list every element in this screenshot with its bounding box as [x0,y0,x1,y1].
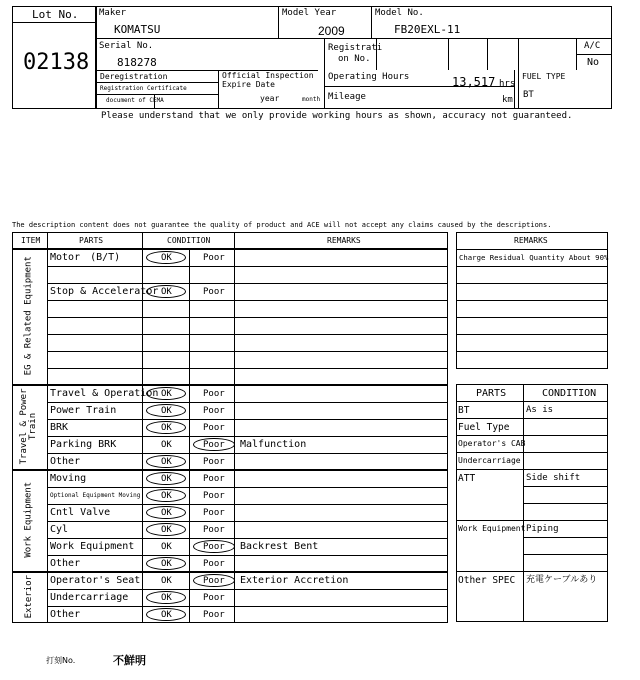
part-name: Operator's Seat [50,575,141,586]
part-name: Cyl [50,524,69,535]
poor-option[interactable]: Poor [203,610,225,620]
ac-label: A/C [584,41,601,51]
right-part-name: Fuel Type [458,422,510,433]
ok-selected-circle [146,523,186,536]
part-name: Optional Equipment Moving [50,492,141,499]
model-year-label: Model Year [282,8,337,18]
poor-option[interactable]: Poor [203,406,225,416]
table-row [47,368,448,385]
model-year-value: 2009 [318,24,345,38]
ok-option[interactable]: OK [161,576,172,586]
remark-text: Exterior Accretion [240,575,349,586]
operating-hours-label: Operating Hours [328,72,410,82]
serial-label: Serial No. [99,41,154,51]
part-name: Parking BRK [50,439,117,450]
remark-text: Backrest Bent [240,541,319,552]
year-label: year [260,94,280,103]
part-name: Other [50,558,81,569]
part-name: BRK [50,422,69,433]
table-row [47,419,448,436]
poor-option[interactable]: Poor [203,593,225,603]
fuel-type-value: BT [523,90,534,100]
table-row [47,521,448,538]
header-parts: PARTS [79,236,104,245]
ok-selected-circle [146,455,186,468]
right-part-name: Work Equipment [458,524,526,533]
ok-selected-circle [146,506,186,519]
part-name: Motor (B/T) [50,252,121,263]
right-part-name: Operator's CAB [458,439,526,448]
right-parts-header: PARTS [476,388,507,399]
ok-selected-circle [146,591,186,604]
part-name: Undercarriage [50,592,129,603]
table-row [47,555,448,572]
poor-option[interactable]: Poor [203,423,225,433]
right-remarks-table [456,232,608,369]
ok-option[interactable]: OK [161,423,172,433]
registration-label-1: Registrati [328,43,383,53]
disclaimer-text: The description content does not guarantee the quality of product and ACE will not accept any claims caused by the descriptions. [12,221,552,229]
table-row [47,606,448,623]
official-insp-label-2: Expire Date [222,80,275,89]
part-name: Stop & Accelerator [50,286,159,297]
ok-option[interactable]: OK [161,389,172,399]
ok-option[interactable]: OK [161,525,172,535]
right-part-condition: Side shift [526,473,581,483]
ok-option[interactable]: OK [161,474,172,484]
poor-selected-circle [193,540,235,553]
poor-option[interactable]: Poor [203,253,225,263]
header-condition: CONDITION [167,236,211,245]
ok-option[interactable]: OK [161,593,172,603]
part-name: Moving [50,473,87,484]
maker-label: Maker [99,8,127,18]
ok-option[interactable]: OK [161,287,172,297]
ok-selected-circle [146,489,186,502]
lot-label: Lot No. [32,8,79,21]
stamp-value: 不鮮明 [113,654,146,667]
right-remark-row: Charge Residual Quantity About 90% [459,253,609,262]
ok-selected-circle [146,608,186,621]
section-label: EG & Related Equipment [23,256,34,376]
right-part-condition: 充電ケーブルあり [526,575,598,585]
part-name: Travel & Operation [50,388,159,399]
remark-text: Malfunction [240,439,307,450]
right-part-name: BT [458,405,470,416]
ok-option[interactable]: OK [161,508,172,518]
ok-option[interactable]: OK [161,559,172,569]
section-label: Work Equipment [23,481,34,558]
table-row [47,300,448,317]
ok-option[interactable]: OK [161,457,172,467]
model-no-value: FB20EXL-11 [394,23,461,36]
km-label: km [502,95,513,105]
right-part-name: ATT [458,473,476,484]
mileage-label: Mileage [328,92,366,102]
table-row [47,351,448,368]
part-name: Other [50,609,81,620]
poor-option[interactable]: Poor [203,542,225,552]
table-row [47,453,448,470]
poor-option[interactable]: Poor [203,389,225,399]
reg-cert-label: Registration Certificate [100,85,187,92]
poor-option[interactable]: Poor [203,474,225,484]
header-remarks: REMARKS [327,236,361,245]
poor-option[interactable]: Poor [203,559,225,569]
right-part-name: Other SPEC [458,575,516,586]
ok-selected-circle [146,421,186,434]
part-name: Work Equipment [50,541,135,552]
ok-option[interactable]: OK [161,253,172,263]
poor-option[interactable]: Poor [203,525,225,535]
ok-option[interactable]: OK [161,542,172,552]
poor-option[interactable]: Poor [203,576,225,586]
right-remarks-header: REMARKS [514,236,548,245]
maker-value: KOMATSU [114,23,161,36]
poor-option[interactable]: Poor [203,440,225,450]
ok-selected-circle [146,557,186,570]
ok-selected-circle [146,285,186,298]
right-part-name: Undercarriage [458,456,521,465]
ok-option[interactable]: OK [161,491,172,501]
ok-option[interactable]: OK [161,406,172,416]
hrs-label: hrs [499,79,516,89]
dereg-label: Deregistration [100,72,168,81]
right-part-condition: As is [526,405,554,415]
table-row [47,266,448,283]
part-name: Other [50,456,81,467]
cema-label: document of CEMA [106,97,164,104]
model-no-label: Model No. [375,8,424,18]
ok-selected-circle [146,387,186,400]
part-name: Cntl Valve [50,507,111,518]
poor-option[interactable]: Poor [203,457,225,467]
right-part-condition: Piping [526,524,559,534]
serial-value: 818278 [117,56,157,69]
table-row [47,317,448,334]
official-insp-label-1: Official Inspection [222,71,314,80]
section-label: Exterior [23,574,34,618]
month-label: month [302,96,321,103]
poor-selected-circle [193,574,235,587]
right-condition-header: CONDITION [542,388,597,399]
stamp-label: 打刻No. [46,656,76,665]
ok-selected-circle [146,472,186,485]
registration-label-2: on No. [338,54,371,64]
operating-hours-value: 13,517 [452,75,496,89]
poor-option[interactable]: Poor [203,508,225,518]
header-item: ITEM [21,236,41,245]
ac-value: No [587,57,600,68]
part-name: Power Train [50,405,117,416]
ok-option[interactable]: OK [161,440,172,450]
notice-text: Please understand that we only provide working hours as shown, accuracy not guaranteed. [101,111,573,121]
right-parts-table [456,384,608,622]
ok-option[interactable]: OK [161,610,172,620]
poor-option[interactable]: Poor [203,491,225,501]
poor-option[interactable]: Poor [203,287,225,297]
lot-value: 02138 [23,50,90,75]
ok-selected-circle [146,404,186,417]
table-row [47,334,448,351]
fuel-type-label: FUEL TYPE [522,72,566,81]
table-row [47,470,448,487]
poor-selected-circle [193,438,235,451]
ok-selected-circle [146,251,186,264]
section-label: Travel & Power Train [18,388,38,464]
